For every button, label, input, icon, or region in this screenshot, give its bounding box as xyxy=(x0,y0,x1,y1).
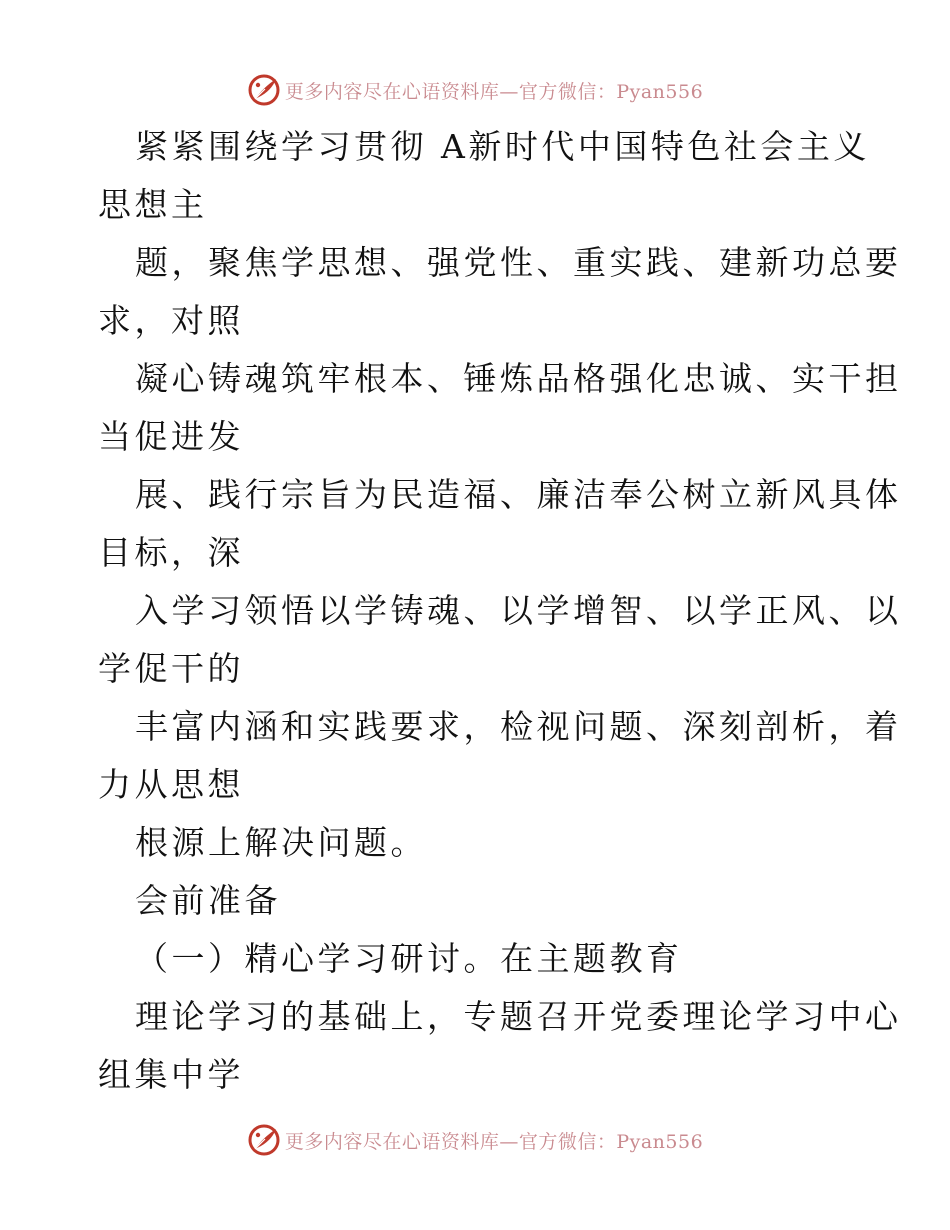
subsection-heading: （一）精心学习研讨。在主题教育 xyxy=(135,939,683,978)
body-line: 丰富内涵和实践要求，检视问题、深刻剖析，着 xyxy=(135,707,902,746)
body-line: 思想主 xyxy=(98,185,208,224)
body-line: 求，对照 xyxy=(98,301,244,340)
body-line: 组集中学 xyxy=(98,1055,244,1094)
body-line: 学促干的 xyxy=(98,649,244,688)
header-banner xyxy=(0,70,950,110)
body-line: 入学习领悟以学铸魂、以学增智、以学正风、以 xyxy=(135,591,902,630)
body-line: 根源上解决问题。 xyxy=(135,823,427,862)
footer-banner xyxy=(0,1120,950,1160)
body-line: 展、践行宗旨为民造福、廉洁奉公树立新风具体 xyxy=(135,475,902,514)
body-line: 力从思想 xyxy=(98,765,244,804)
body-line: 题，聚焦学思想、强党性、重实践、建新功总要 xyxy=(135,243,902,282)
body-line: 紧紧围绕学习贯彻 A新时代中国特色社会主义 xyxy=(135,127,870,166)
body-line: 目标，深 xyxy=(98,533,244,572)
feather-pen-logo-icon xyxy=(247,1123,281,1157)
body-line: 理论学习的基础上，专题召开党委理论学习中心 xyxy=(135,997,902,1036)
document-body xyxy=(98,118,902,1104)
body-line: 当促进发 xyxy=(98,417,244,456)
body-line: 凝心铸魂筑牢根本、锤炼品格强化忠诚、实干担 xyxy=(135,359,902,398)
feather-pen-logo-icon xyxy=(247,73,281,107)
section-heading: 会前准备 xyxy=(135,881,281,920)
footer-banner-text: 更多内容尽在心语资料库—官方微信：Pyan556 xyxy=(284,1130,704,1153)
header-banner-text: 更多内容尽在心语资料库—官方微信：Pyan556 xyxy=(284,80,704,103)
